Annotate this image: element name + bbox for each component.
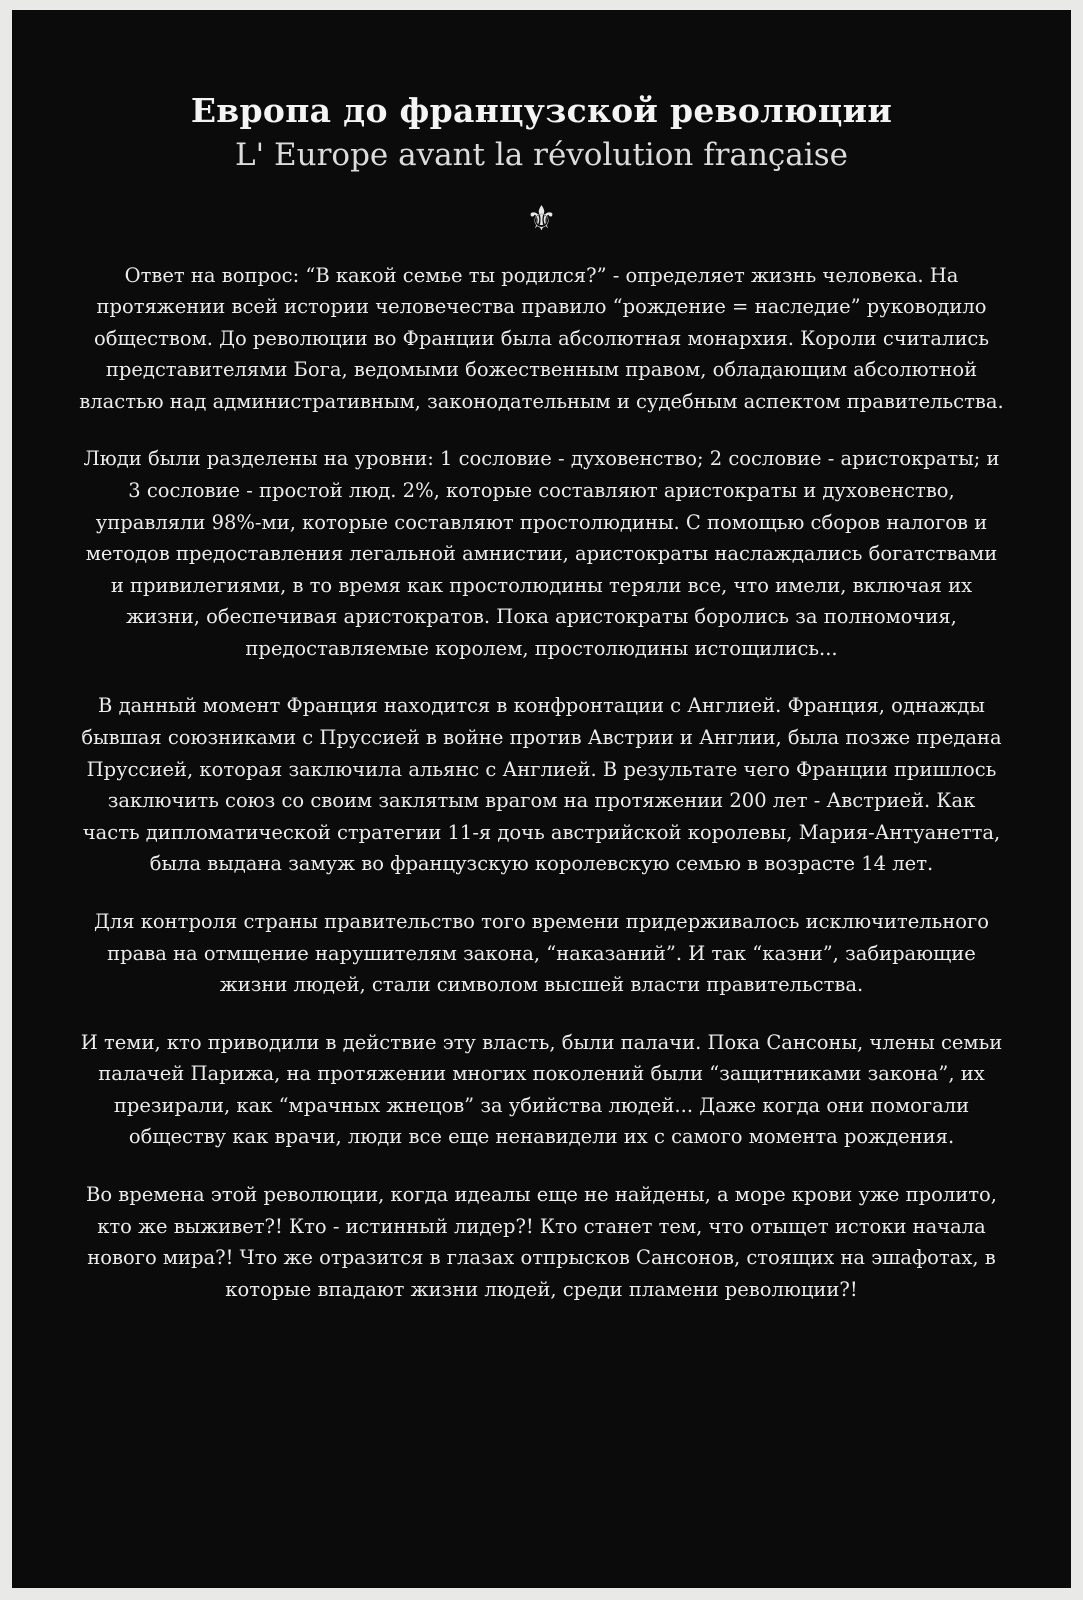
title-block <box>72 90 1011 176</box>
text-panel <box>12 10 1071 1588</box>
page-title: Европа до французской революции <box>190 91 893 130</box>
paragraph: Для контроля страны правительство того времени придерживалось исключительного права на отмщение нарушителям закона, “наказаний”. И так “казни”, забирающие жизни людей, стали символом высшей власти правительства. <box>93 909 989 997</box>
paragraph: В данный момент Франция находится в конфронтации с Англией. Франция, однажды бывшая союзниками с Пруссией в войне против Австрии и Англии, была позже предана Пруссией, которая заключила альянс с Англией. В результате чего Франции пришлось заключить союз со своим заклятым врагом на протяжении 200 лет - Австрией. Как часть дипломатической стратегии 11-я дочь австрийской королевы, Мария-Антуанетта, была выдана замуж во французскую королевскую семью в возрасте 14 лет. <box>81 694 1002 876</box>
paragraph: Люди были разделены на уровни: 1 сословие - духовенство; 2 сословие - аристократы; и 3 сословие - простой люд. 2%, которые составляют аристократы и духовенство, управляли 98%-ми, которые составляют простолюдины. С помощью сборов налогов и методов предоставления легальной амнистии, аристократы наслаждались богатствами и привилегиями, в то время как простолюдины теряли все, что имели, включая их жизни, обеспечивая аристократов. Пока аристократы боролись за полномочия, предоставляемые королем, простолюдины истощились... <box>83 447 1000 660</box>
page-subtitle: L' Europe avant la révolution française <box>235 137 848 174</box>
paragraph: Ответ на вопрос: “В какой семье ты родился?” - определяет жизнь человека. На протяжении всей истории человечества правило “рождение = наследие” руководило обществом. До революции во Франции была абсолютная монархия. Короли считались представителями Бога, ведомыми божественным правом, обладающим абсолютной властью над административным, законодательным и судебным аспектом правительства. <box>79 263 1004 413</box>
paragraph: И теми, кто приводили в действие эту власть, были палачи. Пока Сансоны, члены семьи палачей Парижа, на протяжении многих поколений были “защитниками закона”, их презирали, как “мрачных жнецов” за убийства людей... Даже когда они помогали обществу как врачи, люди все еще ненавидели их с самого момента рождения. <box>80 1030 1003 1149</box>
paragraph: Во времена этой революции, когда идеалы еще не найдены, а море крови уже пролито, кто же выживет?! Кто - истинный лидер?! Кто станет тем, что отыщет истоки начала нового мира?! Что же отразится в глазах отпрысков Сансонов, стоящих на эшафотах, в которые впадают жизни людей, среди пламени революции?! <box>86 1183 997 1301</box>
fleur-de-lis-icon: ⚜ <box>526 198 557 239</box>
body-text <box>77 260 1007 1306</box>
